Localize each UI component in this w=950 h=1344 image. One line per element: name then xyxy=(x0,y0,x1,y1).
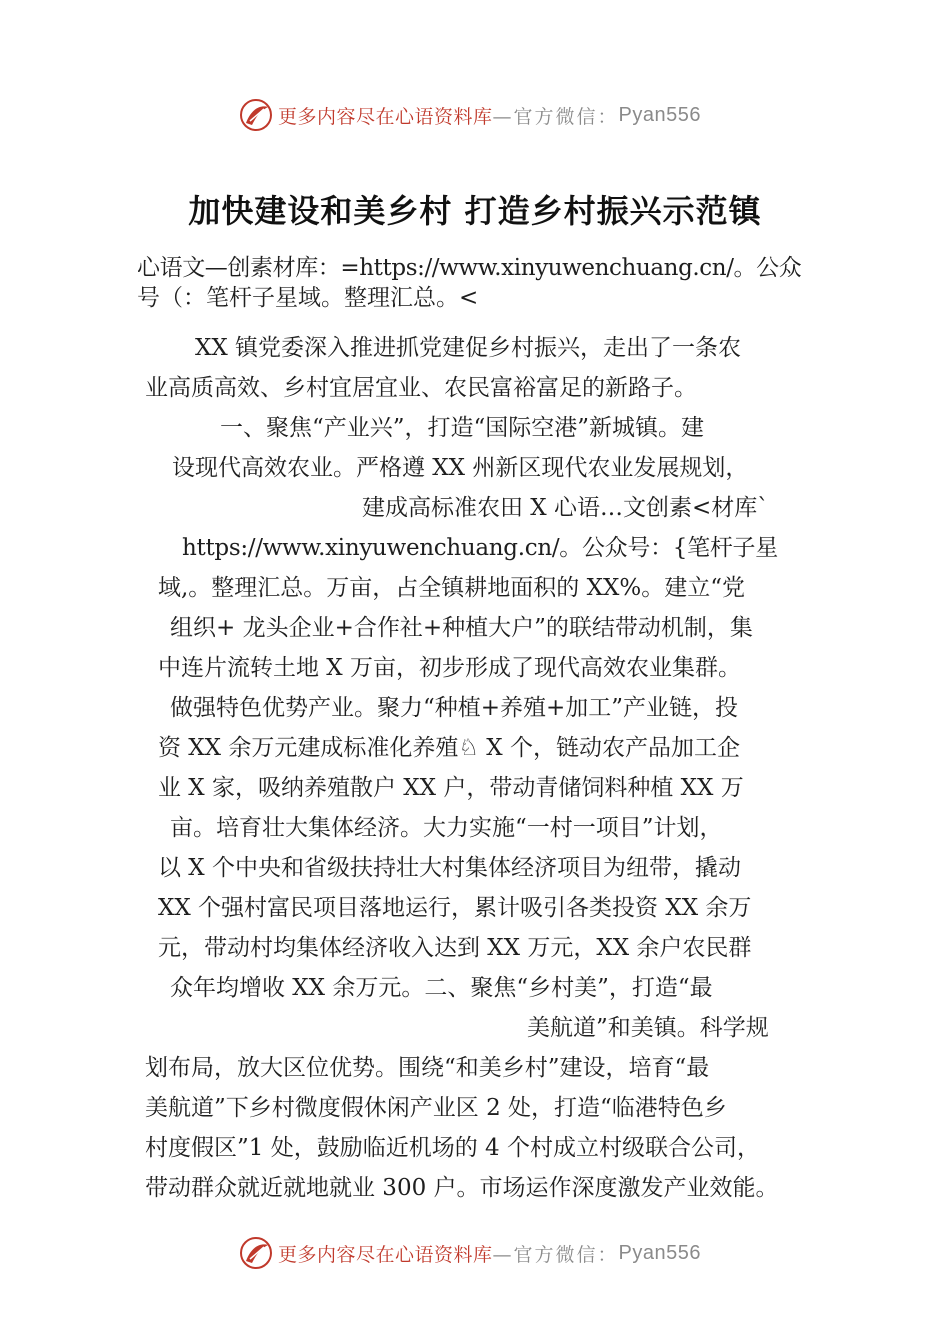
body-line: 心语文—创素材库：=https://www.xinyuwenchuang.cn/。公众 xyxy=(137,255,802,281)
banner-separator: —官方微信： xyxy=(492,105,619,128)
body-line: 中连片流转土地 X 万亩，初步形成了现代高效农业集群。 xyxy=(158,655,741,681)
body-line: 划布局，放大区位优势。围绕“和美乡村”建设，培育“最 xyxy=(145,1055,710,1081)
body-line: https://www.xinyuwenchuang.cn/。公众号：{笔杆子星 xyxy=(182,535,778,561)
body-line: 建成高标准农田 X 心语…文创素<材库` xyxy=(362,495,769,521)
body-line: 美航道”和美镇。科学规 xyxy=(527,1015,769,1041)
body-line: 组织+ 龙头企业+合作社+种植大户”的联结带动机制，集 xyxy=(170,615,753,641)
body-line: 设现代高效农业。严格遵 XX 州新区现代农业发展规划， xyxy=(172,455,749,481)
brand-logo-icon xyxy=(238,1235,274,1271)
body-line: 资 XX 余万元建成标准化养殖♘ X 个，链动农产品加工企 xyxy=(158,735,740,761)
header-banner xyxy=(238,95,701,135)
document-title: 加快建设和美乡村 打造乡村振兴示范镇 xyxy=(188,192,762,230)
body-line: XX 个强村富民项目落地运行，累计吸引各类投资 XX 余万 xyxy=(158,895,752,921)
banner-wechat: Pyan556 xyxy=(618,103,701,126)
body-line: 元，带动村均集体经济收入达到 XX 万元，XX 余户农民群 xyxy=(158,935,752,961)
body-line: 业 X 家，吸纳养殖散户 XX 户，带动青储饲料种植 XX 万 xyxy=(158,775,744,801)
banner-brand: 更多内容尽在心语资料库 xyxy=(278,105,493,128)
body-line: 亩。培育壮大集体经济。大力实施“一村一项目”计划， xyxy=(170,815,723,841)
body-line: 域,。整理汇总。万亩，占全镇耕地面积的 XX%。建立“党 xyxy=(158,575,745,601)
body-line: 带动群众就近就地就业 300 户。市场运作深度激发产业效能。 xyxy=(145,1175,779,1201)
body-line: 号（：笔杆子星域。整理汇总。< xyxy=(137,285,479,311)
banner-wechat: Pyan556 xyxy=(618,1241,701,1264)
banner-separator: —官方微信： xyxy=(492,1243,619,1266)
brand-logo-icon xyxy=(238,97,274,133)
body-line: 以 X 个中央和省级扶持壮大村集体经济项目为纽带，撬动 xyxy=(158,855,741,881)
body-line: XX 镇党委深入推进抓党建促乡村振兴，走出了一条农 xyxy=(195,335,742,361)
body-line: 一、聚焦“产业兴”，打造“国际空港”新城镇。建 xyxy=(220,415,705,441)
body-line: 村度假区”1 处，鼓励临近机场的 4 个村成立村级联合公司， xyxy=(145,1135,760,1161)
footer-banner xyxy=(238,1233,701,1273)
body-line: 业高质高效、乡村宜居宜业、农民富裕富足的新路子。 xyxy=(145,375,697,401)
body-line: 众年均增收 XX 余万元。二、聚焦“乡村美”，打造“最 xyxy=(170,975,713,1001)
body-line: 美航道”下乡村微度假休闲产业区 2 处，打造“临港特色乡 xyxy=(145,1095,727,1121)
body-line: 做强特色优势产业。聚力“种植+养殖+加工”产业链，投 xyxy=(170,695,739,721)
banner-brand: 更多内容尽在心语资料库 xyxy=(278,1243,493,1266)
